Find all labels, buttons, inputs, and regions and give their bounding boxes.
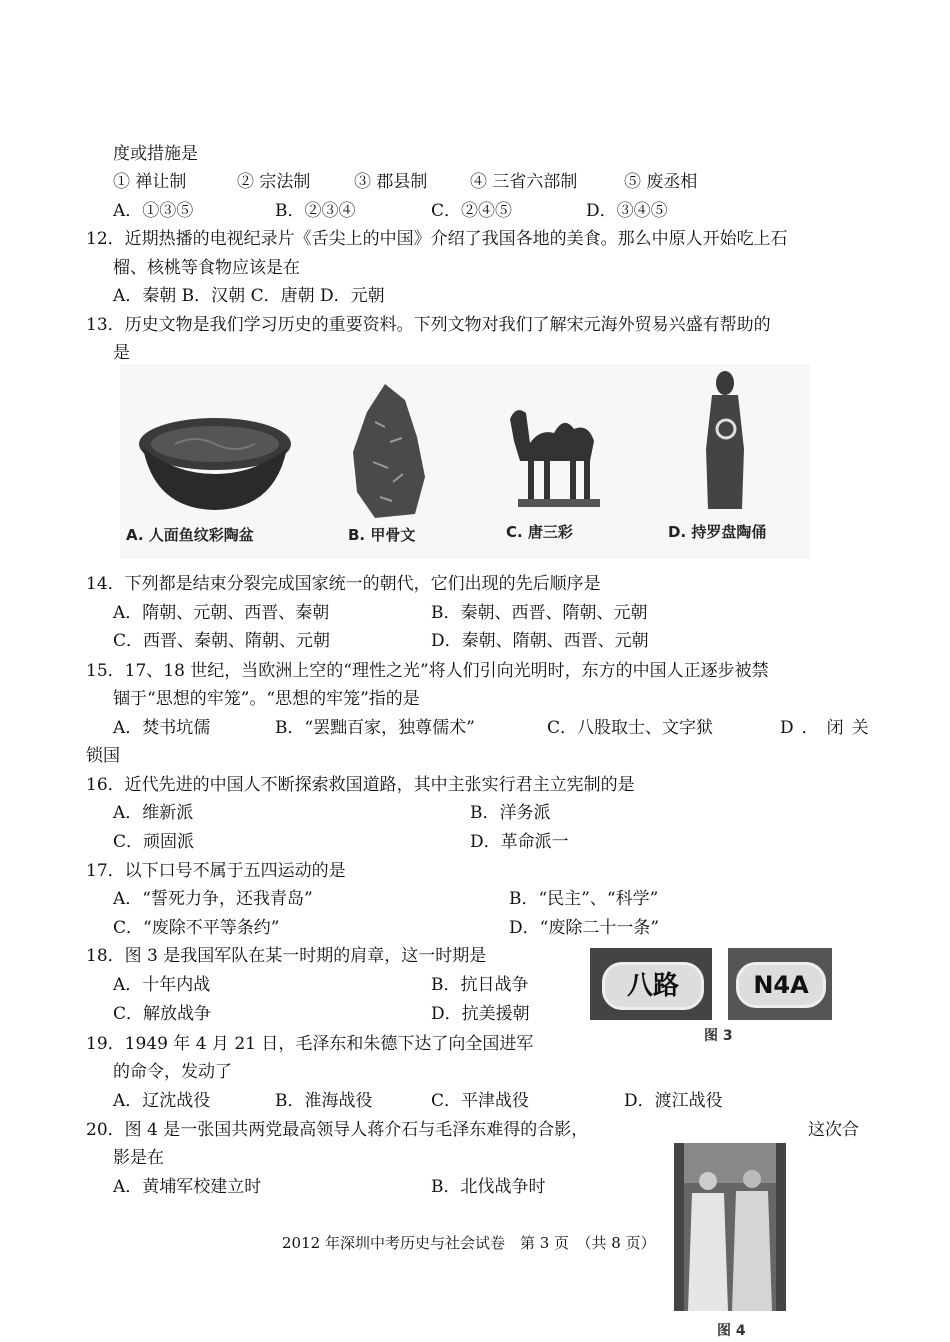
q20-stem-line1: 20．图 4 是一张国共两党最高领导人蒋介石与毛泽东难得的合影，	[86, 1120, 589, 1140]
q12-stem-line2: 榴、核桃等食物应该是在	[113, 258, 300, 278]
q17-option-a: A．“誓死力争，还我青岛”	[113, 889, 313, 909]
q16-option-d: D．革命派一	[470, 832, 569, 852]
caption-c: C. 唐三彩	[506, 523, 573, 541]
q14-option-c: C．西晋、秦朝、隋朝、元朝	[113, 631, 331, 651]
q16-stem: 16．近代先进的中国人不断探索救国道路，其中主张实行君主立宪制的是	[86, 775, 635, 795]
q19-stem-line1: 19．1949 年 4 月 21 日，毛泽东和朱德下达了向全国进军	[86, 1034, 534, 1054]
q19-option-c: C．平津战役	[431, 1091, 530, 1111]
q11-item-4: ④ 三省六部制	[470, 172, 578, 192]
bowl-image	[135, 414, 295, 514]
q18-stem: 18．图 3 是我国军队在某一时期的肩章，这一时期是	[86, 946, 487, 966]
q14-option-b: B．秦朝、西晋、隋朝、元朝	[431, 603, 648, 623]
q11-option-a: A．①③⑤	[113, 201, 194, 221]
q14-option-d: D．秦朝、隋朝、西晋、元朝	[431, 631, 649, 651]
caption-a: A. 人面鱼纹彩陶盆	[126, 526, 254, 544]
q19-option-a: A．辽沈战役	[113, 1091, 211, 1111]
photo-image	[674, 1143, 786, 1311]
figure-4-label: 图 4	[717, 1323, 746, 1339]
q16-option-a: A．维新派	[113, 803, 194, 823]
q15-option-c: C．八股取士、文字狱	[547, 718, 714, 738]
q13-stem-line2: 是	[113, 343, 130, 363]
oracle-bone-image	[345, 382, 435, 522]
caption-b: B. 甲骨文	[348, 526, 416, 544]
q18-option-c: C．解放战争	[113, 1004, 212, 1024]
q17-stem: 17．以下口号不属于五四运动的是	[86, 861, 346, 881]
q15-option-d: D．闭关	[780, 718, 877, 738]
q18-option-d: D．抗美援朝	[431, 1004, 530, 1024]
q15-option-d-cont: 锁国	[86, 746, 120, 766]
q17-option-d: D．“废除二十一条”	[509, 918, 660, 938]
q19-option-b: B．淮海战役	[275, 1091, 373, 1111]
q11-item-1: ① 禅让制	[113, 172, 187, 192]
badge-new-4th-army	[728, 948, 832, 1020]
q17-option-c: C．“废除不平等条约”	[113, 918, 280, 938]
q19-stem-line2: 的命令，发动了	[113, 1062, 232, 1082]
q11-item-2: ② 宗法制	[237, 172, 311, 192]
q19-option-d: D．渡江战役	[624, 1091, 723, 1111]
q15-option-a: A．焚书坑儒	[113, 718, 211, 738]
q12-stem-line1: 12．近期热播的电视纪录片《舌尖上的中国》介绍了我国各地的美食。那么中原人开始吃上石	[86, 229, 788, 249]
q15-option-b: B．“罢黜百家，独尊儒术”	[275, 718, 475, 738]
caption-d: D. 持罗盘陶俑	[668, 523, 767, 541]
figure-3-label: 图 3	[704, 1028, 733, 1044]
q11-option-b: B．②③④	[275, 201, 356, 221]
q17-option-b: B．“民主”、“科学”	[509, 889, 659, 909]
camel-image	[500, 399, 610, 519]
q20-option-a: A．黄埔军校建立时	[113, 1177, 262, 1197]
figure-4	[674, 1143, 786, 1339]
figure-3	[590, 945, 835, 1050]
q16-option-c: C．顽固派	[113, 832, 195, 852]
figurine-image	[690, 369, 760, 514]
q11-option-c: C．②④⑤	[431, 201, 513, 221]
q11-continuation: 度或措施是	[113, 144, 198, 164]
q11-item-3: ③ 郡县制	[354, 172, 428, 192]
page-footer: 2012 年深圳中考历史与社会试卷 第 3 页 （共 8 页）	[282, 1234, 656, 1252]
q11-item-5: ⑤ 废丞相	[624, 172, 698, 192]
q15-stem-line1: 15．17、18 世纪，当欧洲上空的“理性之光”将人们引向光明时，东方的中国人正逐步被禁	[86, 661, 769, 681]
badge-2-text: N4A	[736, 962, 826, 1008]
badge-8th-route-army	[590, 948, 712, 1020]
q14-option-a: A．隋朝、元朝、西晋、秦朝	[113, 603, 330, 623]
q13-stem-line1: 13．历史文物是我们学习历史的重要资料。下列文物对我们了解宋元海外贸易兴盛有帮助的	[86, 315, 771, 335]
q18-option-b: B．抗日战争	[431, 975, 529, 995]
q20-stem-line2: 影是在	[113, 1148, 164, 1168]
q14-stem: 14．下列都是结束分裂完成国家统一的朝代，它们出现的先后顺序是	[86, 574, 601, 594]
q20-stem-line1-end: 这次合	[808, 1120, 859, 1140]
q18-option-a: A．十年内战	[113, 975, 211, 995]
q20-option-b: B．北伐战争时	[431, 1177, 546, 1197]
q15-stem-line2: 锢于“思想的牢笼”。“思想的牢笼”指的是	[113, 689, 420, 709]
badge-1-text: 八路	[602, 962, 704, 1010]
q11-option-d: D．③④⑤	[586, 201, 668, 221]
q12-options: A．秦朝 B．汉朝 C．唐朝 D．元朝	[113, 286, 385, 306]
q13-artifact-figure	[120, 364, 810, 559]
q16-option-b: B．洋务派	[470, 803, 551, 823]
